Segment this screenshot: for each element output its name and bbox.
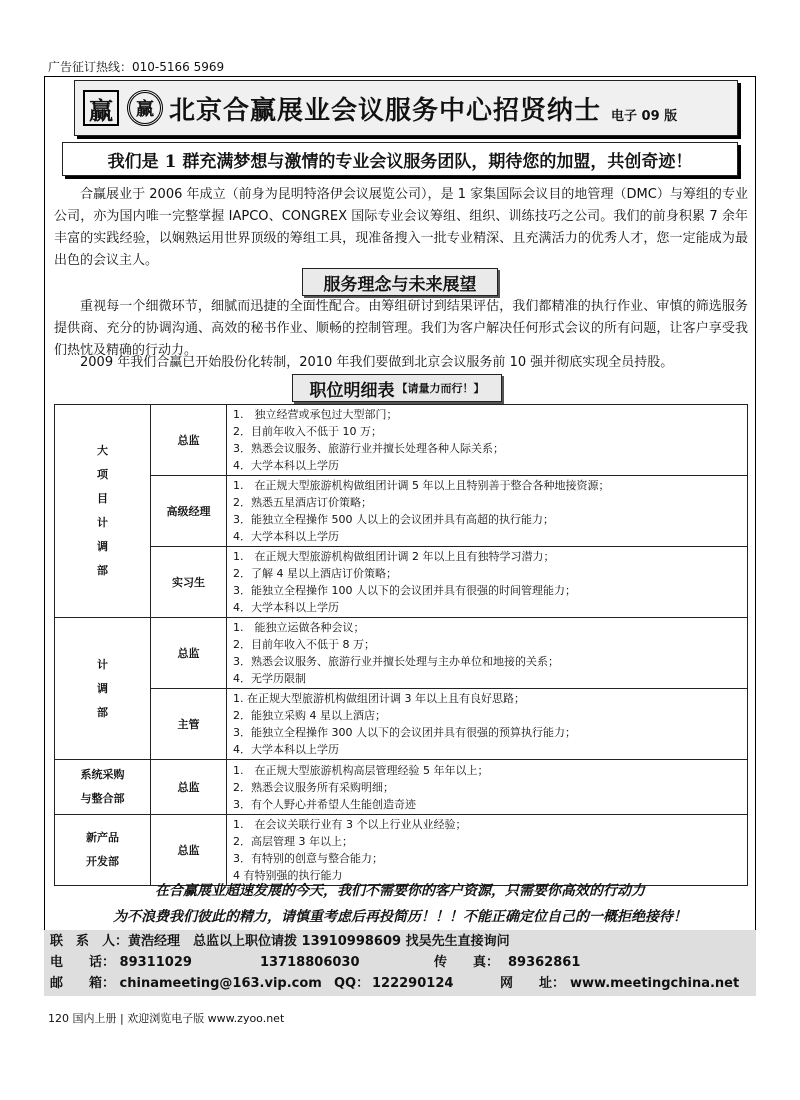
website-link[interactable]: www.meetingchina.net	[570, 976, 740, 991]
section-heading-jobs	[292, 374, 502, 402]
email-label: 邮 箱：	[50, 976, 116, 991]
position-director: 总监	[151, 405, 227, 476]
email-address[interactable]: chinameeting@163.vip.com	[119, 976, 322, 991]
contact-email-row	[50, 974, 750, 994]
requirements-plan-director: 1. 能独立运做各种会议； 2．目前年收入不低于 8 万； 3．熟悉会议服务、旅游行业并擅长处理与主办单位和地接的关系； 4．无学历限制	[227, 618, 748, 689]
phone-2: 13718806030	[260, 955, 360, 970]
website-label: 网 址：	[500, 976, 566, 991]
title-banner	[74, 80, 738, 136]
contact-block	[44, 930, 756, 996]
logo-square: 赢	[83, 90, 119, 126]
requirements-big-senior: 1. 在正规大型旅游机构做组团计调 5 年以上且特别善于整合各种地接资源； 2．熟悉五星酒店订价策略； 3．能独立全程操作 500 人以上的会议团并具有高超的执行能力； 4．大学本科以上学历	[227, 476, 748, 547]
phone-label: 电 话：	[50, 955, 116, 970]
page-title: 北京合赢展业会议服务中心招贤纳士	[169, 95, 602, 126]
table-row	[55, 760, 748, 815]
qq-number: 122290124	[372, 976, 454, 991]
contact-person-label: 联 系 人：	[50, 934, 129, 949]
requirements-newprod-director: 1. 在会议关联行业有 3 个以上行业从业经验； 2．高层管理 3 年以上； 3．有特别的创意与整合能力； 4 有特别强的执行能力	[227, 815, 748, 886]
dept-purchasing: 系统采购 与整合部	[55, 760, 151, 815]
service-paragraph: 重视每一个细微环节，细腻而迅捷的全面性配合。由筹组研讨到结果评估，我们都精准的执行作业、审慎的筛选服务提供商、充分的协调沟通、高效的秘书作业、顺畅的控制管理。我们为客户解决任何形式会议的所有问题，让客户享受我们热忱及精确的行动力。	[54, 299, 748, 358]
section-heading-service: 服务理念与未来展望	[302, 268, 498, 296]
table-row	[55, 547, 748, 618]
qq-label: QQ：	[334, 976, 370, 991]
position-director: 总监	[151, 815, 227, 886]
fax-number: 89362861	[508, 955, 581, 970]
table-row	[55, 476, 748, 547]
jobs-heading-text: 职位明细表	[309, 380, 395, 401]
edition-label: 电子 09 版	[611, 108, 678, 124]
dept-planning: 计 调 部	[55, 618, 151, 760]
job-table	[54, 404, 748, 886]
closing-statement-2: 为不浪费我们彼此的精力，请慎重考虑后再投简历！！！不能正确定位自己的一概拒绝接待！	[113, 909, 687, 925]
requirements-big-intern: 1. 在正规大型旅游机构做组团计调 2 年以上且有独特学习潜力； 2．了解 4 星以上酒店订价策略； 3．能独立全程操作 100 人以下的会议团并具有很强的时间管理能力； 4．大学本科以上学历	[227, 547, 748, 618]
position-director: 总监	[151, 760, 227, 815]
requirements-plan-supervisor: 1. 在正规大型旅游机构做组团计调 3 年以上且有良好思路； 2．能独立采购 4 星以上酒店； 3．能独立全程操作 300 人以下的会议团并具有很强的预算执行能力； 4．大学本科以上学历	[227, 689, 748, 760]
requirements-purchase-director: 1. 在正规大型旅游机构高层管理经验 5 年年以上； 2．熟悉会议服务所有采购明细； 3．有个人野心并希望人生能创造奇迹	[227, 760, 748, 815]
position-senior-manager: 高级经理	[151, 476, 227, 547]
position-director: 总监	[151, 618, 227, 689]
page-footer: 120 国内上册 | 欢迎浏览电子版 www.zyoo.net	[48, 1012, 285, 1025]
dept-new-product: 新产品 开发部	[55, 815, 151, 886]
table-row	[55, 618, 748, 689]
fax-label: 传 真：	[434, 955, 500, 970]
table-row	[55, 689, 748, 760]
contact-phone-row	[50, 953, 750, 973]
share-reform-paragraph: 2009 年我们合赢已开始股份化转制，2010 年我们要做到北京会议服务前 10 强并彻底实现全员持股。	[80, 355, 674, 370]
intro-paragraph: 合赢展业于 2006 年成立（前身为昆明特洛伊会议展览公司），是 1 家集国际会议目的地管理（DMC）与筹组的专业公司，亦为国内唯一完整掌握 IAPCO、CONGREX 国际专业会议筹组、组织、训练技巧之公司。我们的前身积累 7 余年丰富的实践经验，以娴熟运用世界顶级的筹组工具，现准备搜入一批专业精深、且充满活力的优秀人才，您一定能成为最出色的会议主人。	[54, 187, 748, 268]
position-intern: 实习生	[151, 547, 227, 618]
contact-person-row	[50, 932, 510, 952]
phone-1: 89311029	[119, 955, 192, 970]
slogan-banner: 我们是 1 群充满梦想与激情的专业会议服务团队，期待您的加盟，共创奇迹！	[62, 142, 738, 176]
closing-statement-1: 在合赢展业超速发展的今天，我们不需要你的客户资源，只需要你高效的行动力	[155, 883, 645, 899]
requirements-big-director: 1. 独立经营或承包过大型部门； 2．目前年收入不低于 10 万； 3．熟悉会议服务、旅游行业并擅长处理各种人际关系； 4．大学本科以上学历	[227, 405, 748, 476]
contact-person-value: 黄浩经理 总监以上职位请拨 13910998609 找吴先生直接询问	[128, 934, 510, 949]
logo-circle: 赢	[127, 90, 163, 126]
ad-hotline: 广告征订热线：010-5166 5969	[48, 60, 225, 74]
jobs-heading-note: 【请量力而行！】	[396, 382, 485, 395]
dept-big-project: 大 项 目 计 调 部	[55, 405, 151, 618]
position-supervisor: 主管	[151, 689, 227, 760]
table-row	[55, 815, 748, 886]
table-row	[55, 405, 748, 476]
